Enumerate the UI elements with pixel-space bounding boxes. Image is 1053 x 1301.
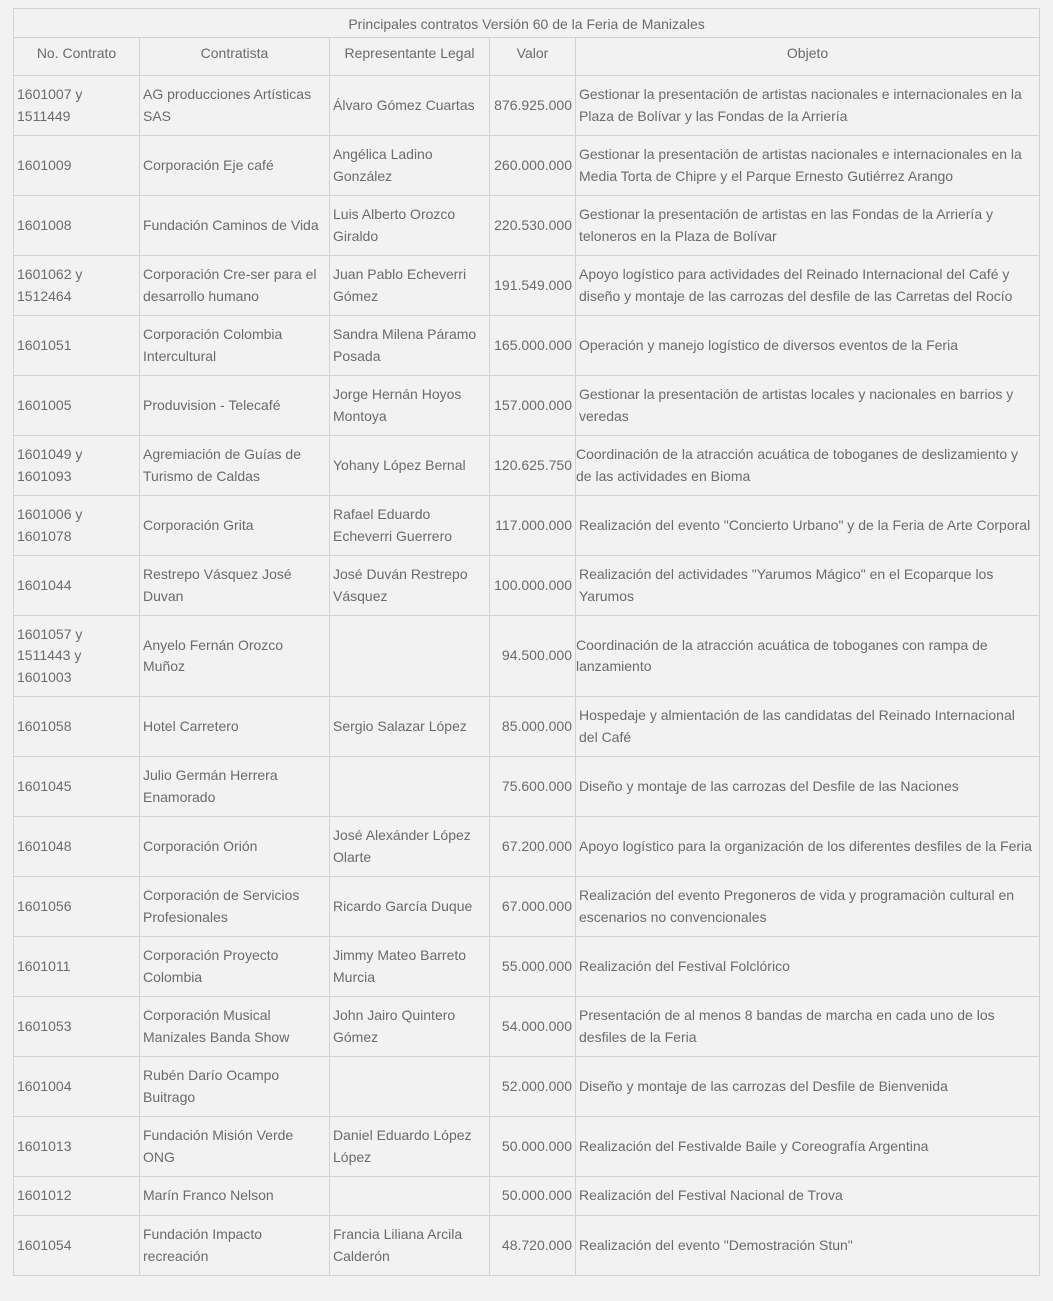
header-contrato: No. Contrato (14, 38, 140, 76)
cell-valor: 165.000.000 (490, 316, 576, 376)
cell-valor: 100.000.000 (490, 556, 576, 616)
table-row (14, 436, 1040, 496)
cell-contrato: 1601049 y 1601093 (14, 436, 140, 496)
contracts-table-container (13, 8, 1039, 1276)
table-row (14, 556, 1040, 616)
cell-objeto: Gestionar la presentación de artistas nacionales e internacionales en la Media Torta de Chipre y el Parque Ernesto Gutiérrez Arango (576, 136, 1040, 196)
cell-contratista: AG producciones Artísticas SAS (140, 76, 330, 136)
table-body (14, 76, 1040, 1276)
cell-objeto: Diseño y montaje de las carrozas del Desfile de Bienvenida (576, 1057, 1040, 1117)
table-row (14, 877, 1040, 937)
table-row (14, 937, 1040, 997)
cell-contratista: Corporación Eje café (140, 136, 330, 196)
cell-contratista: Corporación Colombia Intercultural (140, 316, 330, 376)
cell-valor: 48.720.000 (490, 1216, 576, 1276)
cell-valor: 191.549.000 (490, 256, 576, 316)
cell-valor: 117.000.000 (490, 496, 576, 556)
cell-contratista: Julio Germán Herrera Enamorado (140, 757, 330, 817)
cell-objeto: Realización del evento "Concierto Urbano" y de la Feria de Arte Corporal (576, 496, 1040, 556)
table-row (14, 817, 1040, 877)
cell-objeto: Realización del evento Pregoneros de vida y programaciòn cultural en escenarios no convencionales (576, 877, 1040, 937)
cell-objeto: Realización del actividades "Yarumos Mágico" en el Ecoparque los Yarumos (576, 556, 1040, 616)
cell-representante: Rafael Eduardo Echeverri Guerrero (330, 496, 490, 556)
header-contratista: Contratista (140, 38, 330, 76)
cell-contrato: 1601054 (14, 1216, 140, 1276)
cell-objeto: Coordinación de la atracción acuática de toboganes con rampa de lanzamiento (576, 616, 1040, 697)
cell-contrato: 1601008 (14, 196, 140, 256)
cell-contratista: Corporación Grita (140, 496, 330, 556)
cell-contrato: 1601045 (14, 757, 140, 817)
cell-objeto: Diseño y montaje de las carrozas del Desfile de las Naciones (576, 757, 1040, 817)
cell-valor: 67.000.000 (490, 877, 576, 937)
header-representante: Representante Legal (330, 38, 490, 76)
cell-valor: 94.500.000 (490, 616, 576, 697)
cell-objeto: Realización del Festivalde Baile y Coreografía Argentina (576, 1117, 1040, 1177)
cell-contratista: Hotel Carretero (140, 697, 330, 757)
cell-contrato: 1601005 (14, 376, 140, 436)
cell-valor: 67.200.000 (490, 817, 576, 877)
cell-valor: 85.000.000 (490, 697, 576, 757)
cell-valor: 260.000.000 (490, 136, 576, 196)
cell-representante (330, 1057, 490, 1117)
cell-contrato: 1601044 (14, 556, 140, 616)
cell-contrato: 1601051 (14, 316, 140, 376)
cell-objeto: Apoyo logístico para actividades del Reinado Internacional del Café y diseño y montaje de las carrozas del desfile de las Carretas del Rocío (576, 256, 1040, 316)
cell-representante: Yohany López Bernal (330, 436, 490, 496)
cell-contratista: Fundación Caminos de Vida (140, 196, 330, 256)
cell-representante: José Duván Restrepo Vásquez (330, 556, 490, 616)
cell-contratista: Corporación Musical Manizales Banda Show (140, 997, 330, 1057)
cell-representante: Sergio Salazar López (330, 697, 490, 757)
cell-contrato: 1601006 y 1601078 (14, 496, 140, 556)
cell-contratista: Corporación de Servicios Profesionales (140, 877, 330, 937)
table-row (14, 1057, 1040, 1117)
cell-representante (330, 616, 490, 697)
cell-contratista: Anyelo Fernán Orozco Muñoz (140, 616, 330, 697)
cell-representante: Daniel Eduardo López López (330, 1117, 490, 1177)
cell-objeto: Apoyo logístico para la organización de los diferentes desfiles de la Feria (576, 817, 1040, 877)
cell-objeto: Gestionar la presentación de artistas nacionales e internacionales en la Plaza de Bolívar y las Fondas de la Arriería (576, 76, 1040, 136)
cell-representante: Jimmy Mateo Barreto Murcia (330, 937, 490, 997)
cell-contratista: Restrepo Vásquez José Duvan (140, 556, 330, 616)
cell-representante: Juan Pablo Echeverri Gómez (330, 256, 490, 316)
table-row (14, 196, 1040, 256)
contracts-table (13, 8, 1040, 1276)
cell-representante: Francia Liliana Arcila Calderón (330, 1216, 490, 1276)
cell-valor: 54.000.000 (490, 997, 576, 1057)
cell-contrato: 1601056 (14, 877, 140, 937)
cell-contratista: Marín Franco Nelson (140, 1177, 330, 1216)
cell-representante: Luis Alberto Orozco Giraldo (330, 196, 490, 256)
cell-contratista: Corporación Orión (140, 817, 330, 877)
cell-valor: 157.000.000 (490, 376, 576, 436)
cell-objeto: Realización del Festival Folclórico (576, 937, 1040, 997)
table-row (14, 757, 1040, 817)
table-row (14, 316, 1040, 376)
cell-representante: Jorge Hernán Hoyos Montoya (330, 376, 490, 436)
table-row (14, 256, 1040, 316)
cell-objeto: Gestionar la presentación de artistas locales y nacionales en barrios y veredas (576, 376, 1040, 436)
cell-objeto: Coordinación de la atracción acuática de toboganes de deslizamiento y de las actividades en Bioma (576, 436, 1040, 496)
table-row (14, 1216, 1040, 1276)
table-row (14, 1177, 1040, 1216)
header-objeto: Objeto (576, 38, 1040, 76)
cell-contrato: 1601009 (14, 136, 140, 196)
cell-objeto: Gestionar la presentación de artistas en las Fondas de la Arriería y teloneros en la Plaza de Bolívar (576, 196, 1040, 256)
cell-representante: Álvaro Gómez Cuartas (330, 76, 490, 136)
cell-representante: John Jairo Quintero Gómez (330, 997, 490, 1057)
cell-contrato: 1601058 (14, 697, 140, 757)
table-caption: Principales contratos Versión 60 de la Feria de Manizales (14, 9, 1040, 38)
cell-objeto: Hospedaje y almientación de las candidatas del Reinado Internacional del Café (576, 697, 1040, 757)
table-row (14, 616, 1040, 697)
cell-representante: Sandra Milena Páramo Posada (330, 316, 490, 376)
cell-contrato: 1601007 y 1511449 (14, 76, 140, 136)
cell-contrato: 1601011 (14, 937, 140, 997)
cell-representante: José Alexánder López Olarte (330, 817, 490, 877)
cell-contratista: Corporación Cre-ser para el desarrollo humano (140, 256, 330, 316)
cell-objeto: Realización del evento "Demostración Stun" (576, 1216, 1040, 1276)
cell-representante (330, 1177, 490, 1216)
cell-valor: 220.530.000 (490, 196, 576, 256)
table-row (14, 76, 1040, 136)
cell-contrato: 1601062 y 1512464 (14, 256, 140, 316)
cell-contratista: Agremiación de Guías de Turismo de Caldas (140, 436, 330, 496)
cell-representante: Angélica Ladino González (330, 136, 490, 196)
table-row (14, 1117, 1040, 1177)
cell-contrato: 1601004 (14, 1057, 140, 1117)
cell-valor: 120.625.750 (490, 436, 576, 496)
cell-valor: 75.600.000 (490, 757, 576, 817)
cell-contratista: Fundación Misión Verde ONG (140, 1117, 330, 1177)
cell-contrato: 1601013 (14, 1117, 140, 1177)
cell-valor: 50.000.000 (490, 1177, 576, 1216)
table-row (14, 697, 1040, 757)
cell-objeto: Realización del Festival Nacional de Trova (576, 1177, 1040, 1216)
table-row (14, 136, 1040, 196)
cell-contrato: 1601012 (14, 1177, 140, 1216)
cell-objeto: Presentación de al menos 8 bandas de marcha en cada uno de los desfiles de la Feria (576, 997, 1040, 1057)
cell-valor: 50.000.000 (490, 1117, 576, 1177)
cell-contratista: Produvision - Telecafé (140, 376, 330, 436)
cell-contrato: 1601057 y 1511443 y 1601003 (14, 616, 140, 697)
table-row (14, 496, 1040, 556)
cell-representante: Ricardo García Duque (330, 877, 490, 937)
table-row (14, 997, 1040, 1057)
cell-valor: 876.925.000 (490, 76, 576, 136)
cell-valor: 52.000.000 (490, 1057, 576, 1117)
cell-representante (330, 757, 490, 817)
cell-valor: 55.000.000 (490, 937, 576, 997)
cell-contratista: Fundación Impacto recreación (140, 1216, 330, 1276)
cell-objeto: Operación y manejo logístico de diversos eventos de la Feria (576, 316, 1040, 376)
table-row (14, 376, 1040, 436)
cell-contrato: 1601053 (14, 997, 140, 1057)
header-valor: Valor (490, 38, 576, 76)
cell-contratista: Corporación Proyecto Colombia (140, 937, 330, 997)
cell-contratista: Rubén Darío Ocampo Buitrago (140, 1057, 330, 1117)
cell-contrato: 1601048 (14, 817, 140, 877)
